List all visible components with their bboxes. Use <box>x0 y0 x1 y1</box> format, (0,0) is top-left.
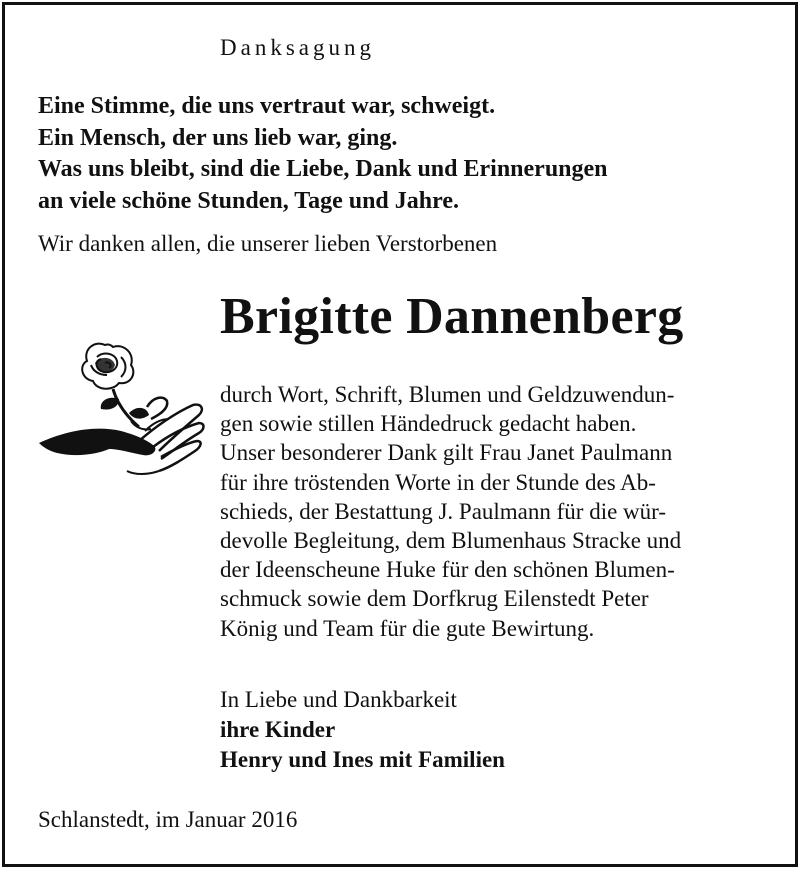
body-line: devolle Begleitung, dem Blumenhaus Stracke und <box>220 528 682 554</box>
signatories: ihre Kinder <box>220 717 336 742</box>
closing-line: In Liebe und Dankbarkeit <box>220 687 457 712</box>
signatories-names: Henry und Ines mit Familien <box>220 747 505 772</box>
poem-line: Was uns bleibt, sind die Liebe, Dank und Erinnerungen <box>38 156 608 182</box>
poem-line: an viele schöne Stunden, Tage und Jahre. <box>38 187 459 214</box>
body-line: für ihre tröstenden Worte in der Stunde des Ab- <box>220 469 656 495</box>
poem-line: Eine Stimme, die uns vertraut war, schweigt. <box>38 93 496 119</box>
body-text <box>220 380 770 643</box>
deceased-name: Brigitte Dannenberg <box>220 288 684 345</box>
body-line <box>220 380 770 409</box>
body-line-text: durch Wort, Schrift, Blumen und Geldzuwendun- <box>220 382 675 407</box>
intro-text: Wir danken allen, die unserer lieben Verstorbenen <box>38 231 498 256</box>
place-date: Schlanstedt, im Januar 2016 <box>38 807 298 832</box>
notice-heading: Danksagung <box>220 35 375 60</box>
closing-block <box>220 685 505 775</box>
poem <box>38 91 608 217</box>
body-line: schmuck sowie dem Dorfkrug Eilenstedt Peter <box>220 586 649 612</box>
notice-frame <box>2 2 798 867</box>
hands-with-rose-icon <box>35 335 210 480</box>
body-line: der Ideenscheune Huke für den schönen Blumen- <box>220 557 675 583</box>
body-line: König und Team für die gute Bewirtung. <box>220 615 595 641</box>
body-line: gen sowie stillen Händedruck gedacht haben. <box>220 411 637 437</box>
body-line: Unser besonderer Dank gilt Frau Janet Paulmann <box>220 440 673 466</box>
body-line: schieds, der Bestattung J. Paulmann für die wür- <box>220 498 667 524</box>
poem-line: Ein Mensch, der uns lieb war, ging. <box>38 124 398 151</box>
